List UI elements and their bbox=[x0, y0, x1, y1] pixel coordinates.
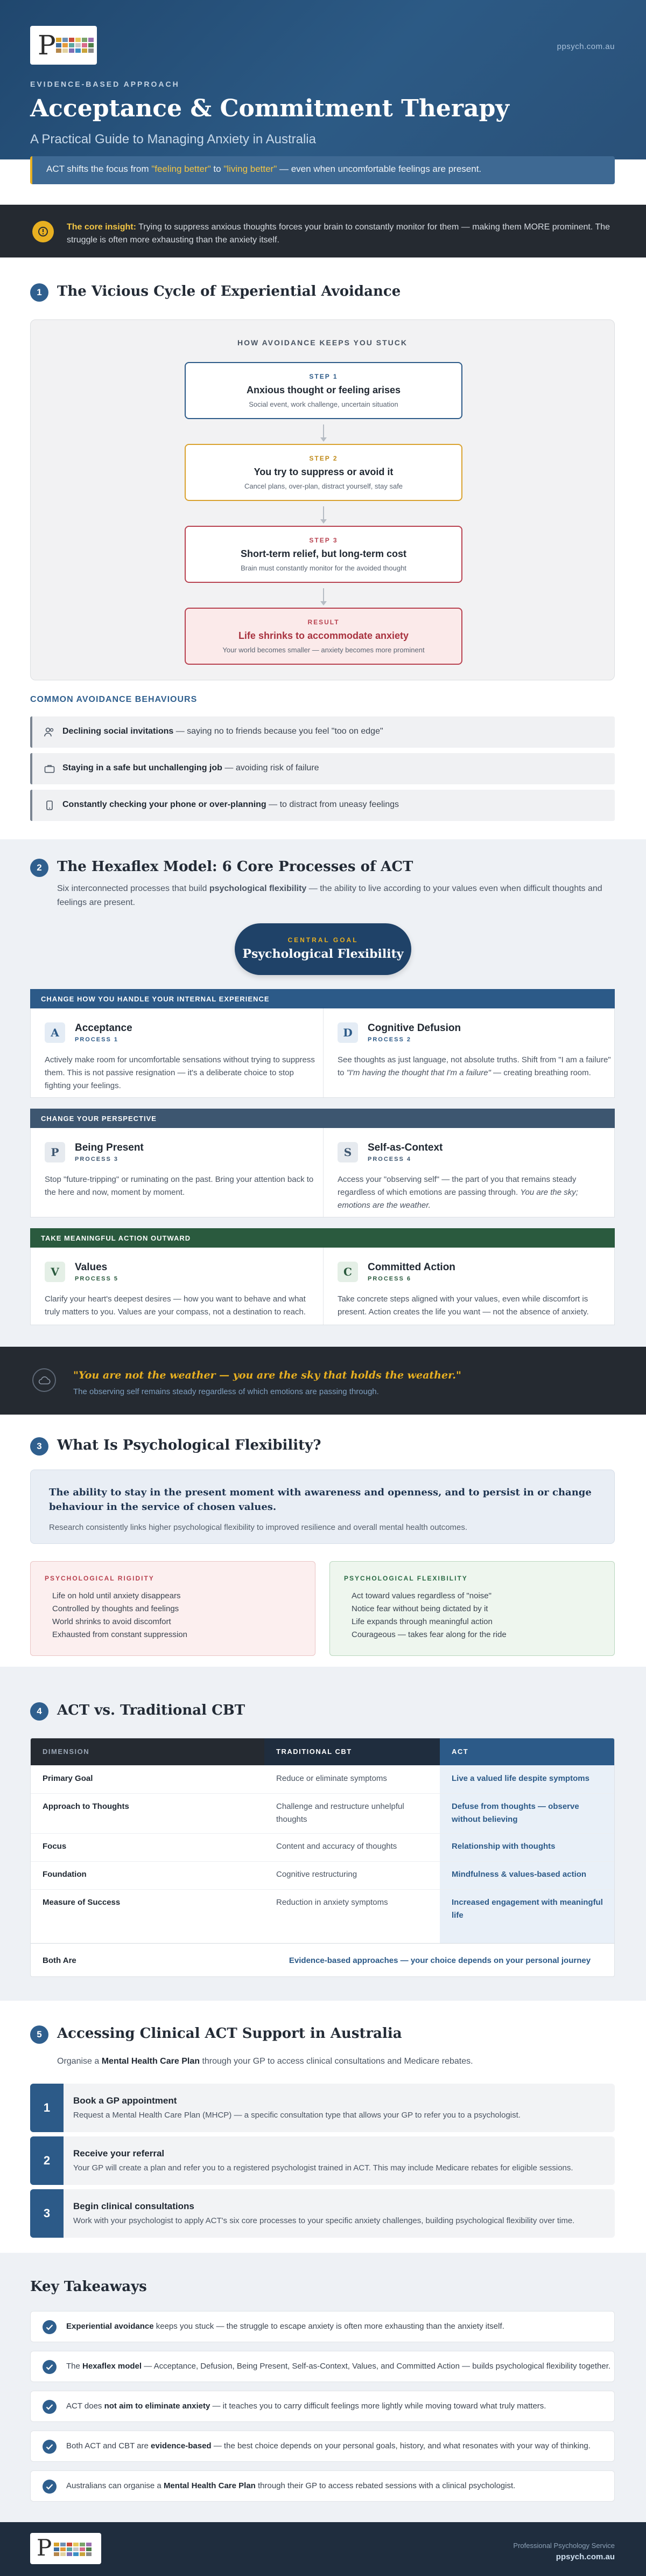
step-number: 3 bbox=[30, 2189, 64, 2238]
down-arrow-icon bbox=[323, 424, 324, 441]
process-letter: D bbox=[338, 1022, 358, 1043]
down-arrow-icon bbox=[323, 506, 324, 523]
central-goal-pill bbox=[235, 923, 411, 975]
logo-letter: P bbox=[37, 2535, 52, 2561]
check-icon bbox=[43, 2440, 57, 2454]
footer-site-link[interactable]: ppsych.com.au bbox=[556, 2552, 615, 2561]
page-title: Acceptance & Commitment Therapy bbox=[30, 95, 509, 122]
process-letter: V bbox=[45, 1262, 65, 1282]
process-description bbox=[338, 1054, 612, 1080]
tk-post: — the best choice depends on your personal goals, history, and what resonates with your way of thinking. bbox=[211, 2441, 591, 2450]
footer-tagline: Professional Psychology Service bbox=[513, 2542, 615, 2550]
process-name: Cognitive Defusion bbox=[368, 1022, 461, 1034]
section-number: 2 bbox=[30, 859, 48, 877]
avoidance-heading: COMMON AVOIDANCE BEHAVIOURS bbox=[30, 695, 198, 704]
desc-emphasis: "I'm having the thought that I'm a failure" bbox=[346, 1068, 491, 1077]
insight-text bbox=[67, 221, 610, 247]
check-icon bbox=[43, 2400, 57, 2414]
list-item: Controlled by thoughts and feelings bbox=[52, 1604, 179, 1613]
list-item: Life expands through meaningful action bbox=[352, 1617, 493, 1626]
process-tag: PROCESS 5 bbox=[75, 1276, 118, 1282]
process-name: Values bbox=[75, 1262, 108, 1273]
definition-support: Research consistently links higher psychological flexibility to improved resilience and overall mental health outcomes. bbox=[49, 1523, 468, 1532]
tk-post: keeps you stuck — the struggle to escape anxiety is often more exhausting than the anxiety itself. bbox=[153, 2322, 504, 2331]
section-number: 5 bbox=[30, 2025, 48, 2044]
avoidance-item bbox=[30, 716, 615, 748]
step-heading: Life shrinks to accommodate anxiety bbox=[238, 630, 409, 641]
process-letter: P bbox=[45, 1142, 65, 1162]
insight-body: Trying to suppress anxious thoughts forces your brain to constantly monitor for them — making them MORE prominent. The struggle is often more exhausting than the anxiety itself. bbox=[67, 222, 610, 245]
step-description: Your GP will create a plan and refer you to a registered psychologist trained in ACT. This may include Medicare rebates for eligible sessions. bbox=[73, 2163, 573, 2173]
process-group-band: TAKE MEANINGFUL ACTION OUTWARD bbox=[30, 1228, 615, 1248]
list-item: Act toward values regardless of "noise" bbox=[352, 1591, 491, 1600]
cell-cbt: Reduce or eliminate symptoms bbox=[276, 1774, 387, 1783]
step-heading: Book a GP appointment bbox=[73, 2095, 177, 2106]
cell-cbt: Reduction in anxiety symptoms bbox=[276, 1898, 388, 1907]
section-number: 4 bbox=[30, 1702, 48, 1721]
cell-dimension: Foundation bbox=[43, 1870, 87, 1879]
tk-pre: The bbox=[66, 2362, 83, 2371]
panel-divider bbox=[323, 1128, 324, 1217]
section-title: What Is Psychological Flexibility? bbox=[57, 1437, 321, 1453]
cell-cbt: Cognitive restructuring bbox=[276, 1870, 357, 1879]
panel-divider bbox=[323, 1008, 324, 1097]
process-description: Take concrete steps aligned with your values, even while discomfort is present. Action creates the life you want — not the absence of anxiety. bbox=[338, 1294, 589, 1317]
avoidance-text bbox=[62, 800, 399, 810]
briefcase-icon bbox=[44, 764, 55, 774]
site-url[interactable]: ppsych.com.au bbox=[557, 42, 615, 51]
tk-bold: not aim to eliminate anxiety bbox=[104, 2401, 210, 2411]
process-group-panel bbox=[30, 1008, 615, 1098]
process-name: Acceptance bbox=[75, 1022, 132, 1034]
takeaway-item bbox=[30, 2311, 615, 2342]
avoidance-text bbox=[62, 727, 383, 736]
section-number: 3 bbox=[30, 1437, 48, 1456]
avoidance-text bbox=[62, 763, 319, 773]
process-group-panel bbox=[30, 1248, 615, 1325]
intro-text: Organise a bbox=[57, 2057, 102, 2066]
cell-dimension: Approach to Thoughts bbox=[43, 1802, 129, 1811]
eyebrow-label: EVIDENCE-BASED APPROACH bbox=[30, 80, 180, 88]
check-icon bbox=[43, 2480, 57, 2494]
process-description: Actively make room for uncomfortable sensations without trying to suppress them. This is not passive resignation — it's a deliberate choice to stop fighting your feelings. bbox=[45, 1055, 315, 1090]
cell-cbt: Content and accuracy of thoughts bbox=[276, 1842, 397, 1851]
cell-cbt: Challenge and restructure unhelpful thoughts bbox=[276, 1802, 404, 1824]
definition-box bbox=[30, 1470, 615, 1544]
process-letter: S bbox=[338, 1142, 358, 1162]
rigidity-heading: PSYCHOLOGICAL RIGIDITY bbox=[45, 1575, 155, 1582]
step-number: 2 bbox=[30, 2136, 64, 2185]
cell-dimension: Focus bbox=[43, 1842, 67, 1851]
process-tag: PROCESS 6 bbox=[368, 1276, 411, 1282]
section-title: The Hexaflex Model: 6 Core Processes of ACT bbox=[57, 859, 413, 875]
check-icon bbox=[43, 2320, 57, 2334]
step-label: STEP 3 bbox=[309, 537, 338, 544]
takeaway-text bbox=[66, 2481, 515, 2490]
shift-from: "feeling better" bbox=[151, 164, 211, 174]
check-icon bbox=[43, 2360, 57, 2374]
shift-mid: to bbox=[210, 164, 224, 174]
tk-post: — Acceptance, Defusion, Being Present, Self-as-Context, Values, and Committed Action — builds psychological flexibility together. bbox=[142, 2362, 611, 2371]
takeaway-item bbox=[30, 2431, 615, 2462]
tk-pre: Australians can organise a bbox=[66, 2481, 164, 2490]
process-name: Self-as-Context bbox=[368, 1142, 443, 1153]
hero-banner bbox=[0, 0, 646, 159]
tk-pre: Both ACT and CBT are bbox=[66, 2441, 151, 2450]
cloud-icon bbox=[32, 1368, 56, 1392]
desc-text: See thoughts as just language, not absolute truths. Shift from "I am a failure" to bbox=[338, 1055, 611, 1077]
summary-rest: — your choice depends on your personal journey bbox=[398, 1956, 591, 1965]
insight-label: The core insight: bbox=[67, 222, 136, 232]
flexibility-card bbox=[329, 1561, 615, 1656]
row-divider bbox=[31, 1889, 615, 1890]
takeaway-item bbox=[30, 2351, 615, 2382]
step-description: Your world becomes smaller — anxiety becomes more prominent bbox=[222, 646, 425, 654]
cell-dimension: Both Are bbox=[43, 1956, 76, 1965]
intro-bold: psychological flexibility bbox=[209, 884, 307, 893]
step-description: Cancel plans, over-plan, distract yourself, stay safe bbox=[244, 482, 403, 490]
cycle-result bbox=[185, 608, 462, 665]
takeaway-text bbox=[66, 2362, 610, 2371]
people-icon bbox=[44, 727, 55, 737]
process-letter: C bbox=[338, 1262, 358, 1282]
cycle-step bbox=[185, 526, 462, 583]
intro-rest: through your GP to access clinical consultations and Medicare rebates. bbox=[200, 2057, 473, 2066]
cell-summary bbox=[264, 1954, 615, 1967]
section-intro bbox=[57, 2057, 473, 2066]
site-logo[interactable] bbox=[30, 26, 97, 65]
rigidity-list bbox=[52, 1590, 187, 1641]
process-name: Being Present bbox=[75, 1142, 144, 1153]
process-group-panel bbox=[30, 1128, 615, 1217]
process-description bbox=[338, 1173, 612, 1212]
process-group-band: CHANGE HOW YOU HANDLE YOUR INTERNAL EXPERIENCE bbox=[30, 989, 615, 1008]
avoidance-rest: — saying no to friends because you feel "too on edge" bbox=[173, 727, 383, 736]
takeaway-text bbox=[66, 2322, 504, 2331]
quote-banner bbox=[0, 1347, 646, 1415]
process-tag: PROCESS 3 bbox=[75, 1156, 118, 1162]
takeaway-item bbox=[30, 2391, 615, 2422]
process-tag: PROCESS 4 bbox=[368, 1156, 411, 1162]
list-item: World shrinks to avoid discomfort bbox=[52, 1617, 171, 1626]
step-heading: Short-term relief, but long-term cost bbox=[240, 548, 407, 559]
avoidance-bold: Staying in a safe but unchallenging job bbox=[62, 763, 222, 772]
avoidance-rest: — to distract from uneasy feelings bbox=[266, 800, 399, 809]
step-heading: Anxious thought or feeling arises bbox=[246, 385, 401, 395]
logo-mosaic-icon bbox=[54, 2543, 92, 2556]
tk-bold: Experiential avoidance bbox=[66, 2322, 154, 2331]
process-group-band: CHANGE YOUR PERSPECTIVE bbox=[30, 1109, 615, 1128]
footer-logo[interactable] bbox=[30, 2533, 101, 2564]
intro-rest: — the ability to live according to your values even when difficult thoughts and feelings are present. bbox=[57, 884, 602, 907]
header-cbt: TRADITIONAL CBT bbox=[264, 1738, 440, 1765]
shift-to: "living better" bbox=[223, 164, 277, 174]
footer bbox=[0, 2522, 646, 2576]
quote-text: "You are not the weather — you are the sky that holds the weather." bbox=[73, 1369, 461, 1381]
table-header bbox=[31, 1738, 615, 1765]
tk-bold: evidence-based bbox=[151, 2441, 212, 2450]
cell-act: Mindfulness & values-based action bbox=[452, 1870, 587, 1879]
takeaway-text bbox=[66, 2401, 546, 2411]
row-divider bbox=[31, 1943, 615, 1944]
list-item: Courageous — takes fear along for the ride bbox=[352, 1630, 507, 1639]
page-subtitle: A Practical Guide to Managing Anxiety in Australia bbox=[30, 132, 316, 147]
cycle-step bbox=[185, 444, 462, 501]
avoidance-item bbox=[30, 790, 615, 821]
header-dimension: DIMENSION bbox=[31, 1738, 264, 1765]
list-item: Life on hold until anxiety disappears bbox=[52, 1591, 181, 1600]
goal-text: Psychological Flexibility bbox=[242, 947, 404, 961]
intro-text: Six interconnected processes that build bbox=[57, 884, 209, 893]
logo-letter: P bbox=[38, 30, 56, 61]
takeaway-item bbox=[30, 2470, 615, 2502]
process-name: Committed Action bbox=[368, 1262, 455, 1273]
avoidance-item bbox=[30, 753, 615, 784]
row-divider bbox=[31, 1793, 615, 1794]
flexibility-list bbox=[352, 1590, 507, 1641]
list-item: Exhausted from constant suppression bbox=[52, 1630, 187, 1639]
cell-act: Increased engagement with meaningful life bbox=[452, 1898, 603, 1920]
lightbulb-icon bbox=[32, 221, 54, 242]
tk-bold: Mental Health Care Plan bbox=[163, 2481, 256, 2490]
step-label: STEP 1 bbox=[309, 373, 338, 380]
section-title: The Vicious Cycle of Experiential Avoidance bbox=[57, 283, 401, 300]
tk-post: — it teaches you to carry difficult feelings more lightly while moving toward what truly matters. bbox=[210, 2401, 546, 2411]
step-description: Work with your psychologist to apply ACT's six core processes to your specific anxiety challenges, building psychological flexibility over time. bbox=[73, 2216, 575, 2225]
tk-bold: Hexaflex model bbox=[82, 2362, 142, 2371]
section-title: ACT vs. Traditional CBT bbox=[57, 1702, 245, 1718]
section-number: 1 bbox=[30, 283, 48, 302]
step-label: RESULT bbox=[307, 618, 340, 626]
rigidity-card bbox=[30, 1561, 315, 1656]
step-description: Social event, work challenge, uncertain situation bbox=[249, 400, 398, 408]
logo-mosaic-icon bbox=[56, 38, 94, 53]
row-divider bbox=[31, 1861, 615, 1862]
process-tag: PROCESS 2 bbox=[368, 1036, 411, 1043]
step-number: 1 bbox=[30, 2084, 64, 2132]
access-step bbox=[30, 2189, 615, 2238]
section-intro bbox=[57, 882, 612, 910]
phone-icon bbox=[44, 800, 55, 810]
desc-rest: — creating breathing room. bbox=[490, 1068, 591, 1077]
tk-pre: ACT does bbox=[66, 2401, 104, 2411]
takeaways-title: Key Takeaways bbox=[30, 2279, 147, 2295]
cell-act: Relationship with thoughts bbox=[452, 1842, 556, 1851]
shift-post: — even when uncomfortable feelings are present. bbox=[277, 164, 482, 174]
cell-dimension: Primary Goal bbox=[43, 1774, 93, 1783]
cycle-step bbox=[185, 362, 462, 419]
focus-shift-callout bbox=[30, 156, 615, 184]
takeaway-text bbox=[66, 2441, 591, 2450]
panel-divider bbox=[323, 1248, 324, 1325]
section-title: Accessing Clinical ACT Support in Australia bbox=[57, 2025, 402, 2042]
cell-act: Defuse from thoughts — observe without believing bbox=[452, 1802, 579, 1824]
row-divider bbox=[31, 1833, 615, 1834]
step-description: Brain must constantly monitor for the avoided thought bbox=[241, 564, 406, 572]
process-description: Stop "future-tripping" or ruminating on the past. Bring your attention back to the here and now, moment by moment. bbox=[45, 1175, 314, 1197]
avoidance-rest: — avoiding risk of failure bbox=[222, 763, 319, 772]
process-tag: PROCESS 1 bbox=[75, 1036, 118, 1043]
definition-text: The ability to stay in the present moment with awareness and openness, and to persist in or change behaviour in the service of chosen values. bbox=[49, 1487, 592, 1513]
down-arrow-icon bbox=[323, 588, 324, 604]
step-heading: Receive your referral bbox=[73, 2148, 165, 2159]
header-act: ACT bbox=[440, 1738, 615, 1765]
step-heading: Begin clinical consultations bbox=[73, 2201, 194, 2211]
desc-text: Access your "observing self" — the part of you that remains steady regardless of which emotions are passing through. bbox=[338, 1175, 577, 1197]
quote-subtext: The observing self remains steady regardless of which emotions are passing through. bbox=[73, 1387, 379, 1396]
list-item: Notice fear without being dictated by it bbox=[352, 1604, 488, 1613]
process-description: Clarify your heart's deepest desires — how you want to behave and what truly matters to you. Values are your compass, not a destination to reach. bbox=[45, 1294, 306, 1317]
flexibility-heading: PSYCHOLOGICAL FLEXIBILITY bbox=[344, 1575, 468, 1582]
tk-post: through their GP to access rebated sessions with a clinical psychologist. bbox=[255, 2481, 516, 2490]
step-label: STEP 2 bbox=[309, 455, 338, 462]
shift-text: ACT shifts the focus from bbox=[46, 164, 152, 174]
avoidance-bold: Constantly checking your phone or over-planning bbox=[62, 800, 266, 809]
core-insight-banner bbox=[0, 205, 646, 257]
goal-label: CENTRAL GOAL bbox=[287, 936, 359, 944]
step-heading: You try to suppress or avoid it bbox=[254, 467, 394, 477]
avoidance-bold: Declining social invitations bbox=[62, 727, 174, 736]
summary-bold: Evidence-based approaches bbox=[289, 1956, 398, 1965]
intro-bold: Mental Health Care Plan bbox=[101, 2057, 200, 2066]
cell-dimension: Measure of Success bbox=[43, 1898, 121, 1907]
access-step bbox=[30, 2136, 615, 2185]
process-letter: A bbox=[45, 1022, 65, 1043]
comparison-table bbox=[30, 1738, 615, 1977]
cell-act: Live a valued life despite symptoms bbox=[452, 1774, 589, 1783]
avoidance-cycle-card bbox=[30, 319, 615, 680]
desc-emphasis: You are the sky; emotions are the weather. bbox=[338, 1188, 578, 1210]
step-description: Request a Mental Health Care Plan (MHCP) — a specific consultation type that allows your GP to refer you to a psychologist. bbox=[73, 2111, 521, 2120]
cycle-card-title: HOW AVOIDANCE KEEPS YOU STUCK bbox=[237, 338, 408, 347]
access-step bbox=[30, 2084, 615, 2132]
